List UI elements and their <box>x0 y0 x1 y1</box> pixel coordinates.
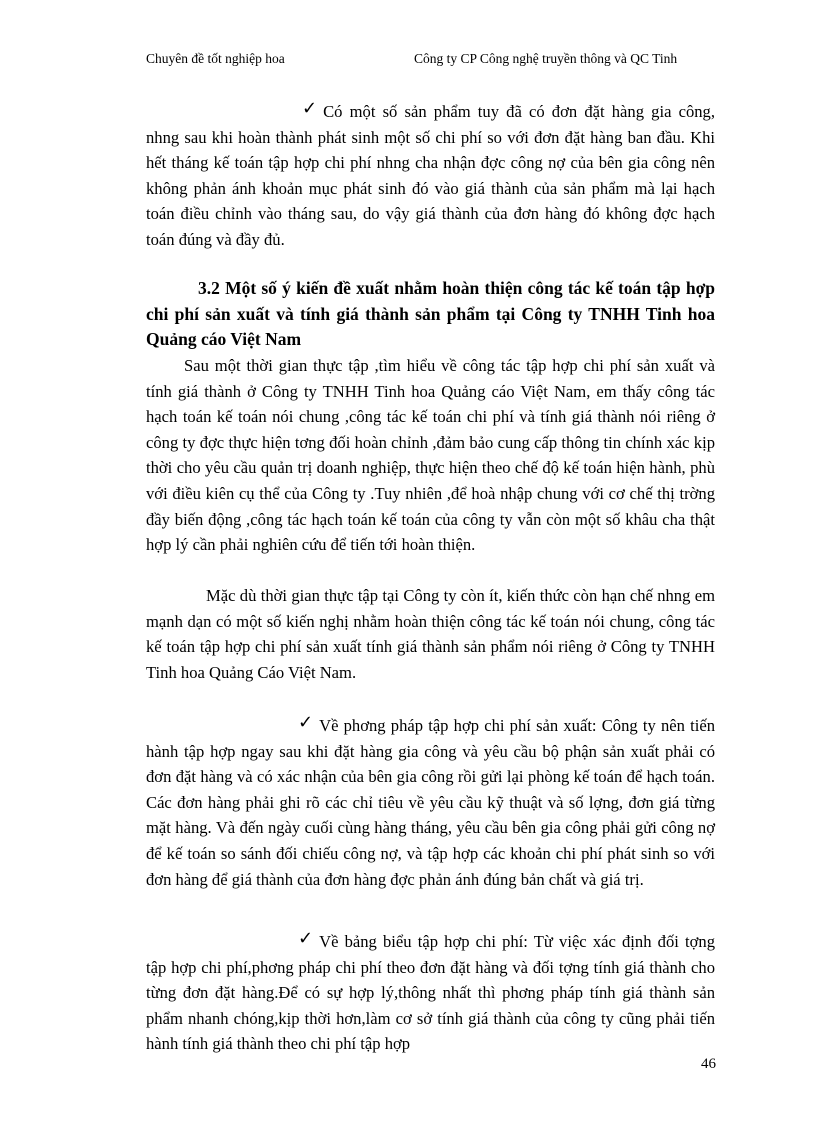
checkmark-icon: ✓ <box>302 98 318 119</box>
checkmark-icon: ✓ <box>298 928 314 949</box>
section-heading <box>146 276 715 353</box>
header-right: Công ty CP Công nghệ truyền thông và QC Tinh <box>414 51 678 66</box>
paragraph-3-text: Mặc dù thời gian thực tập tại Công ty còn ít, kiến thức còn hạn chế nhng em mạnh dạn có một số kiến nghị nhằm hoàn thiện công tác kế toán nói chung, công tác kế toán tập hợp chi phí sản xuất tính giá thành sản phẩm nói riêng ở Công ty TNHH Tinh hoa Quảng Cáo Việt Nam. <box>146 586 715 682</box>
paragraph-5-text: Về bảng biểu tập hợp chi phí: Từ việc xác định đối tợng tập hợp chi phí,phơng pháp chi phí theo đơn đặt hàng và đối tợng tính giá thành cho từng đơn đặt hàng.Để có sự hợp lý,thông nhất thì phơng pháp tính giá thành sản phẩm nhanh chóng,kịp thời hơn,làm cơ sở tính giá thành của công ty cũng phải tiến hành tính giá thành theo chi phí tập hợp <box>146 932 715 1054</box>
paragraph-1-text: Có một số sản phẩm tuy đã có đơn đặt hàng gia công, nhng sau khi hoàn thành phát sinh một số chi phí so với đơn đặt hàng ban đầu. Khi hết tháng kế toán tập hợp chi phí nhng cha nhận đợc công nợ của bên gia công nên không phản ánh khoản mục phát sinh đó vào giá thành của sản phẩm mà lại hạch toán điều chỉnh vào tháng sau, do vậy giá thành của đơn hàng đó không đợc hạch toán đúng và đầy đủ. <box>146 102 715 249</box>
section-heading-text: 3.2 Một số ý kiến đề xuất nhằm hoàn thiện công tác kế toán tập hợp chi phí sản xuất và tính giá thành sản phẩm tại Công ty TNHH Tinh hoa Quảng cáo Việt Nam <box>146 278 715 350</box>
paragraph-4 <box>146 710 715 892</box>
paragraph-2-text: Sau một thời gian thực tập ,tìm hiểu về công tác tập hợp chi phí sản xuất và tính giá thành ở Công ty TNHH Tinh hoa Quảng cáo Việt Nam, em thấy công tác hạch toán kế toán nói chung ,công tác kế toán chi phí và tính giá thành nói riêng ở công ty đợc thực hiện tơng đối hoàn chỉnh ,đảm bảo cung cấp thông tin chính xác kịp thời cho yêu cầu quản trị doanh nghiệp, thực hiện theo chế độ kế toán hiện hành, phù với điều kiên cụ thể của Công ty .Tuy nhiên ,để hoà nhập chung với cơ chế thị trờng đầy biến động ,công tác hạch toán kế toán của công ty vẫn còn một số khâu cha thật hợp lý cần phải nghiên cứu để tiến tới hoàn thiện. <box>146 356 715 555</box>
paragraph-4-text: Về phơng pháp tập hợp chi phí sản xuất: Công ty nên tiến hành tập hợp ngay sau khi đặt hàng gia công và yêu cầu bộ phận sản xuất phải có đơn đặt hàng và có xác nhận của bên gia công rồi gửi lại phòng kế toán để hạch toán. Các đơn hàng phải ghi rõ các chỉ tiêu về yêu cầu kỹ thuật và số lợng, đơn giá từng mặt hàng. Và đến ngày cuối cùng hàng tháng, yêu cầu bên gia công phải gửi công nợ để kế toán so sánh đối chiếu công nợ, và tập hợp các khoản chi phí phát sinh so với đơn hàng để giá thành của đơn hàng đợc phản ánh đúng bản chất và giá trị. <box>146 716 715 889</box>
paragraph-1 <box>146 96 715 253</box>
header-left: Chuyên đề tốt nghiệp hoa <box>146 51 285 66</box>
paragraph-2 <box>146 353 715 558</box>
paragraph-5 <box>146 926 715 1057</box>
paragraph-3 <box>146 583 715 685</box>
checkmark-icon: ✓ <box>298 712 314 733</box>
page-number: 46 <box>701 1056 716 1072</box>
